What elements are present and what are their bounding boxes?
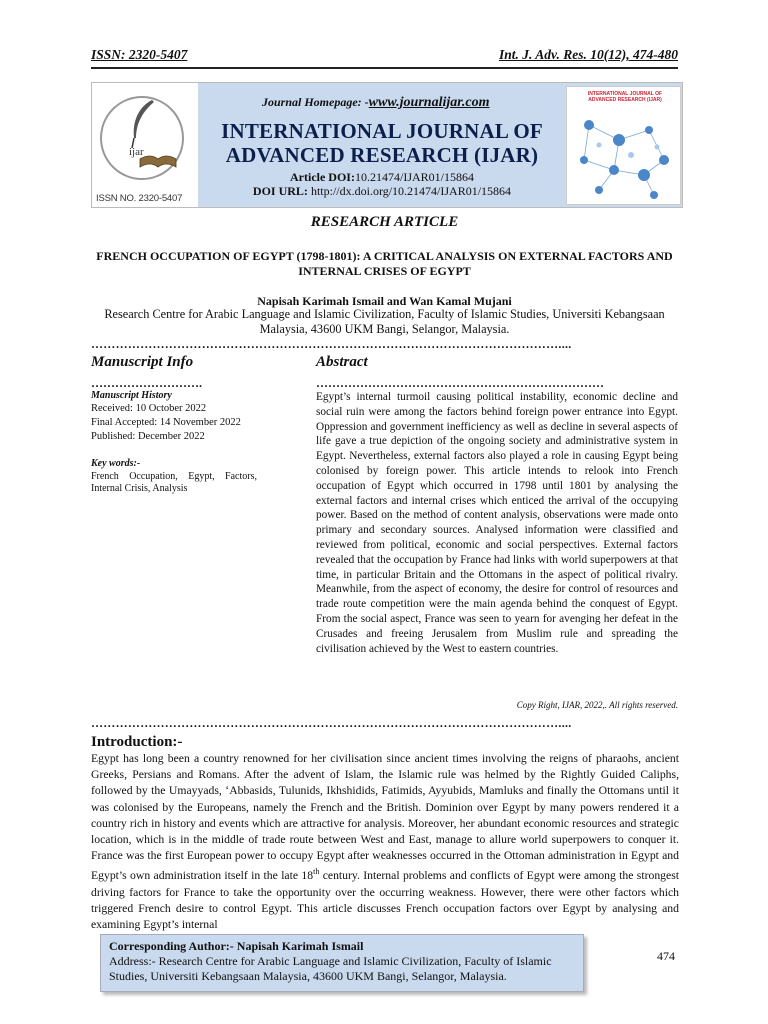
accepted-date: Final Accepted: 14 November 2022 [91, 417, 241, 428]
molecule-network-image [569, 105, 678, 202]
issn-label: ISSN: 2320-5407 [91, 47, 188, 62]
abstract-text: Egypt’s internal turmoil causing political instability, economic decline and social ruin were among the factors behind foreign power entrance into Egypt. Oppression and government inefficiency as well as decline in several aspects of life gave a true depiction of the ongoing society and administrative system in Egypt. Nevertheless, external factors also played a role in causing Egypt being colonised by foreign power. This article intends to relook into French occupation of Egypt which occurred in 1798 until 1801 by analysing the external factors and internal crises which enticed the arrival of the occupying power. Based on the method of content analysis, observations were made onto primary and secondary sources. Analysed information were classified and reviewed from political, economic and social perspectives. External factors revealed that the occupation by France had links with world superpowers at that time, in particular Britain and the Ottomans in the aspect of political rivalry. Meanwhile, from the aspect of economy, the desire for control of resources and trade route competition were the main agenda behind the conquest of Egypt. From the social aspect, France was seen to yearn for avenging her defeat in the Crusades and freeing Jerusalem from Muslim rule and spreading the civilisation achieved by the West to eastern countries. [316, 391, 678, 655]
article-doi-label: Article DOI: [290, 170, 355, 184]
introduction-heading: Introduction:- [91, 734, 183, 750]
journal-cover-image [566, 86, 681, 205]
journal-banner [91, 82, 683, 208]
manuscript-info-dots: ………………………. [91, 376, 202, 390]
corresponding-author: Corresponding Author:- Napisah Karimah Ismail [109, 939, 364, 953]
copyright: Copy Right, IJAR, 2022,. All rights reserved. [516, 700, 678, 710]
paper-title: FRENCH OCCUPATION OF EGYPT (1798-1801): A CRITICAL ANALYSIS ON EXTERNAL FACTORS AND INTERNAL CRISES OF EGYPT [96, 249, 673, 278]
running-header [91, 47, 678, 63]
cover-title: INTERNATIONAL JOURNAL OF ADVANCED RESEARCH (IJAR) [587, 91, 663, 103]
published-date: Published: December 2022 [91, 431, 205, 442]
doi-url-link[interactable]: http://dx.doi.org/10.21474/IJAR01/15864 [310, 184, 512, 198]
introduction-text [91, 751, 679, 933]
manuscript-history-label: Manuscript History [91, 390, 172, 401]
corresponding-address: Address:- Research Centre for Arabic Language and Islamic Civilization, Faculty of Islamic Studies, Universiti Kebangsaan Malaysia, 43600 UKM Bangi, Selangor, Malaysia. [109, 954, 552, 983]
article-doi-value: 10.21474/IJAR01/15864 [354, 170, 474, 184]
manuscript-info-heading: Manuscript Info [91, 354, 194, 370]
citation-label: Int. J. Adv. Res. 10(12), 474-480 [499, 47, 678, 62]
quill-icon [122, 98, 158, 150]
journal-homepage [262, 95, 490, 111]
doi-url-label: DOI URL: [252, 184, 308, 198]
page-number: 474 [657, 949, 675, 963]
doi-url [198, 184, 566, 199]
abstract-heading: Abstract [316, 354, 368, 370]
abstract-dots: ……………………………………………………………… [316, 376, 604, 390]
authors: Napisah Karimah Ismail and Wan Kamal Mujani [257, 294, 512, 308]
journal-title: INTERNATIONAL JOURNAL OF ADVANCED RESEARCH (IJAR) [221, 119, 543, 167]
keywords-label: Key words:- [91, 458, 141, 469]
received-date: Received: 10 October 2022 [91, 403, 207, 414]
intro-part-1: Egypt has long been a country renowned for her civilisation since ancient times involving the reigns of pharaohs, ancient Greeks, Persians and Romans. After the advent of Islam, the Islamic rule was helmed by the Rightly Guided Caliphs, followed by the Umayyads, ‘Abbasids, Tulunids, Ikhshidids, Fatimids, Ayyubids, Mamluks and finally the Ottomans until it was colonised by the Europeans, namely the French and the British. Dominion over Egypt by many powers rendered it a country rich in history and events which are attractive for analysis. Moreover, her abundant economic resources and strategic location, which is in the middle of trade route between West and East, manage to allure world superpowers to conquer it. France was the first European power to occupy Egypt after weaknesses occurred in the Ottoman administration in Egypt and Egypt’s own administration itself in the late 18 [91, 752, 679, 883]
affiliation: Research Centre for Arabic Language and Islamic Civilization, Faculty of Islamic Studies, Universiti Kebangsaan Malaysia, 43600 UKM Bangi, Selangor, Malaysia. [104, 307, 665, 336]
corresponding-author-box [100, 934, 584, 992]
homepage-link[interactable]: www.journalijar.com [368, 95, 490, 110]
article-type: RESEARCH ARTICLE [310, 214, 459, 230]
article-doi [198, 170, 566, 185]
homepage-label: Journal Homepage: - [262, 95, 369, 109]
logo-circle [100, 96, 184, 180]
separator-bottom: …………………………………………………………………………………………………….... [91, 716, 572, 730]
intro-part-2: century. Internal problems and conflicts of Egypt were among the strongest driving factors for France to take the opportunity over the occurring weakness. However, there were other factors which triggered French desire to control Egypt. This article discusses French occupation factors over Egypt by analysing and examining Egypt’s internal [91, 869, 679, 931]
logo-issn: ISSN NO. 2320-5407 [96, 193, 183, 204]
keywords: French Occupation, Egypt, Factors, Internal Crisis, Analysis [91, 471, 257, 494]
logo-text: ijar [129, 146, 144, 158]
intro-superscript: th [313, 867, 320, 877]
journal-logo [92, 83, 198, 207]
book-icon [138, 151, 178, 171]
header-rule [91, 67, 678, 69]
separator-top: …………………………………………………………………………………………………….... [91, 337, 572, 351]
